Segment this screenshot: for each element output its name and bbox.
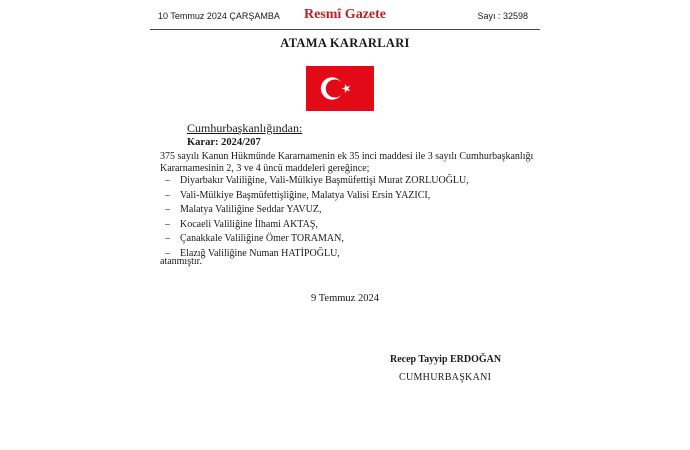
decree-number: Karar: 2024/207 [187,137,261,148]
list-dash: – [165,204,170,216]
signature-date: 9 Temmuz 2024 [311,293,379,304]
list-item [165,189,469,204]
list-item [165,247,469,262]
list-item [165,174,469,189]
document-title: ATAMA KARARLARI [280,36,410,50]
list-dash: – [165,218,170,230]
preamble-text: 375 sayılı Kanun Hükmünde Kararnamenin ek 35 inci maddesi ile 3 sayılı Cumhurbaşkanlığı Kararnamesinin 2, 3 ve 4 üncü maddeleri gereğince; [160,151,534,174]
signatory-title: CUMHURBAŞKANI [399,372,492,383]
issue-number: Sayı : 32598 [477,11,528,21]
list-item [165,218,469,233]
appointment-text: Diyarbakır Valiliğine, Vali-Mülkiye Başmüfettişi Murat ZORLUOĞLU, [180,175,469,186]
gazette-title: Resmî Gazete [303,7,387,22]
appointment-text: Malatya Valiliğine Seddar YAVUZ, [180,204,322,216]
gazette-header [150,7,540,30]
list-dash: – [165,189,170,201]
appointment-text: Vali-Mülkiye Başmüfettişliğine, Malatya Valisi Ersin YAZICI, [180,189,431,201]
issuing-authority: Cumhurbaşkanlığından: [187,121,303,135]
list-item [165,203,469,218]
appointment-text: Çanakkale Valiliğine Ömer TORAMAN, [180,233,344,245]
list-item [165,232,469,247]
closing-text: atanmıştır. [160,256,202,267]
header-date: 10 Temmuz 2024 ÇARŞAMBA [158,11,280,21]
list-dash: – [165,233,170,245]
signatory-name: Recep Tayyip ERDOĞAN [390,354,502,365]
appointment-text: Elazığ Valiliğine Numan HATİPOĞLU, [180,247,340,259]
appointment-list [165,174,469,262]
list-dash: – [165,247,170,259]
turkish-flag-icon [306,66,374,111]
appointment-text: Kocaeli Valiliğine İlhami AKTAŞ, [180,218,318,230]
list-dash: – [165,175,170,186]
